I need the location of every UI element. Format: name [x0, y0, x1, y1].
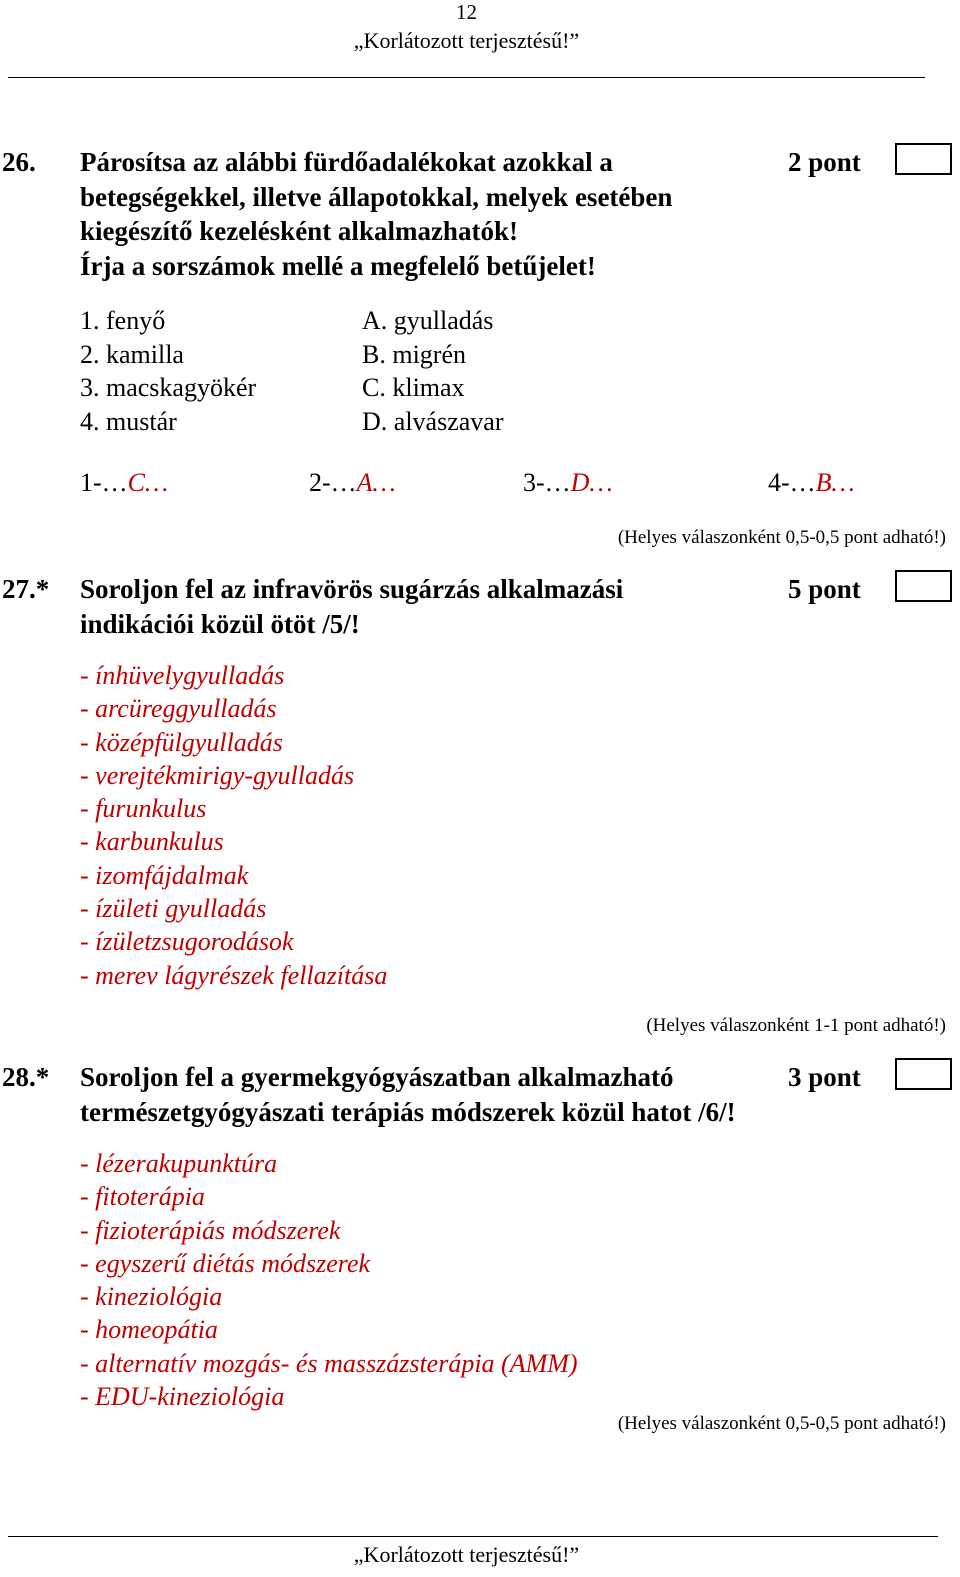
list-item: - EDU-kineziológia — [80, 1382, 285, 1412]
answer-prefix: 3-… — [523, 468, 571, 497]
list-item: 1. fenyő — [80, 306, 166, 335]
page-number: 12 — [456, 0, 477, 24]
q27-text — [80, 572, 623, 641]
q28-text-line: természetgyógyászati terápiás módszerek közül hatot /6/! — [80, 1096, 736, 1127]
list-item: B. migrén — [362, 339, 466, 369]
q26-answer-3 — [523, 466, 613, 500]
q26-answer-2 — [309, 466, 396, 500]
answer-prefix: 4-… — [768, 468, 816, 497]
q26-left-list — [80, 304, 256, 438]
header-restriction: „Korlátozott terjesztésű!” — [353, 28, 580, 53]
q26-score-box[interactable] — [895, 143, 952, 175]
list-item: - kineziológia — [80, 1282, 223, 1312]
q28-text-line: Soroljon fel a gyermekgyógyászatban alkalmazható — [80, 1062, 674, 1092]
list-item: - fizioterápiás módszerek — [80, 1215, 341, 1245]
list-item: - egyszerű diétás módszerek — [80, 1248, 371, 1278]
q28-score-box[interactable] — [895, 1058, 952, 1090]
q28-scoring-note: (Helyes válaszonként 0,5-0,5 pont adható!) — [617, 1413, 946, 1434]
list-item: - középfülgyulladás — [80, 727, 283, 757]
q26-answer-1 — [80, 466, 168, 500]
header-divider — [8, 77, 925, 78]
q28-answer-list — [80, 1147, 578, 1413]
list-item: A. gyulladás — [362, 306, 494, 335]
answer-prefix: 2-… — [309, 468, 357, 497]
q27-points: 5 pont — [788, 574, 861, 604]
q27-text-line: indikációi közül ötöt /5/! — [80, 608, 360, 639]
list-item: - lézerakupunktúra — [80, 1149, 278, 1178]
list-item: - furunkulus — [80, 794, 207, 824]
list-item: 4. mustár — [80, 406, 177, 436]
q26-answer-4 — [768, 466, 855, 500]
list-item: D. alvászavar — [362, 406, 504, 436]
q27-text-line: Soroljon fel az infravörös sugárzás alkalmazási — [80, 574, 624, 604]
q27-number: 27.* — [2, 574, 50, 604]
q26-text-line: Párosítsa az alábbi fürdőadalékokat azokkal a — [80, 147, 613, 177]
q26-right-list — [362, 304, 503, 438]
answer-value: C… — [127, 468, 169, 497]
list-item: - ízületi gyulladás — [80, 894, 267, 924]
answer-value: A… — [356, 468, 396, 497]
list-item: - ízületzsugorodások — [80, 927, 294, 957]
list-item: - alternatív mozgás- és masszázsterápia (AMM) — [80, 1348, 578, 1378]
list-item: - fitoterápia — [80, 1182, 205, 1212]
q26-text-line: betegségekkel, illetve állapotokkal, melyek esetében — [80, 181, 673, 212]
list-item: - homeopátia — [80, 1315, 218, 1345]
q26-scoring-note: (Helyes válaszonként 0,5-0,5 pont adható!) — [617, 527, 946, 548]
q26-text — [80, 145, 672, 283]
footer-restriction: „Korlátozott terjesztésű!” — [353, 1542, 580, 1567]
q26-text-line: kiegészítő kezelésként alkalmazhatók! — [80, 216, 518, 246]
q26-text-line: Írja a sorszámok mellé a megfelelő betűjelet! — [80, 250, 596, 281]
q27-score-box[interactable] — [895, 570, 952, 602]
list-item: - merev lágyrészek fellazítása — [80, 960, 388, 990]
answer-value: D… — [570, 468, 613, 497]
list-item: 2. kamilla — [80, 339, 184, 369]
list-item: 3. macskagyökér — [80, 373, 257, 402]
list-item: - arcüreggyulladás — [80, 694, 277, 724]
q27-answer-list — [80, 659, 387, 992]
q28-text — [80, 1060, 736, 1129]
q26-points: 2 pont — [788, 147, 861, 177]
q26-number: 26. — [2, 147, 36, 177]
answer-prefix: 1-… — [80, 468, 128, 497]
list-item: - ínhüvelygyulladás — [80, 661, 285, 690]
list-item: - izomfájdalmak — [80, 860, 249, 890]
q28-number: 28.* — [2, 1062, 50, 1092]
list-item: C. klimax — [362, 373, 465, 402]
q27-scoring-note: (Helyes válaszonként 1-1 pont adható!) — [646, 1015, 946, 1036]
list-item: - karbunkulus — [80, 827, 224, 857]
footer-divider — [8, 1536, 938, 1537]
list-item: - verejtékmirigy-gyulladás — [80, 760, 355, 790]
answer-value: B… — [815, 468, 855, 497]
q28-points: 3 pont — [788, 1062, 861, 1092]
